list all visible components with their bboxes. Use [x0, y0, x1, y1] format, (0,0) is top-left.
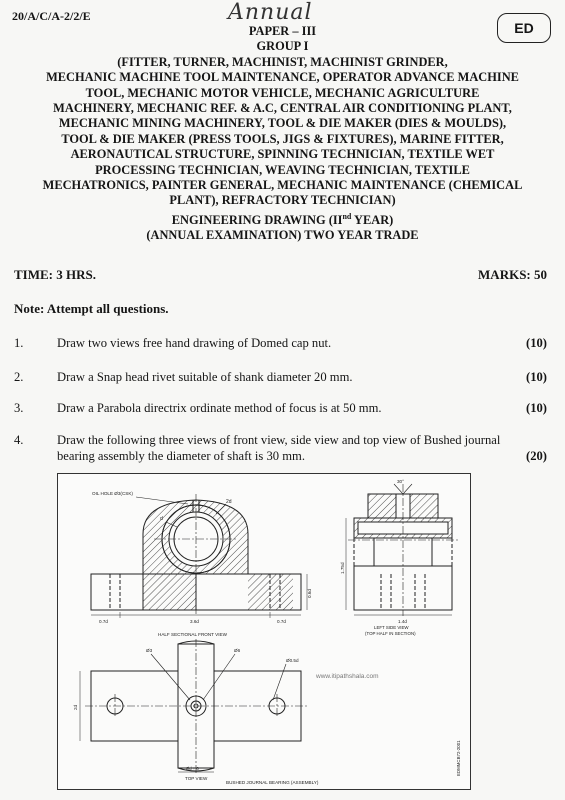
dim-label: 0.7d [99, 619, 108, 624]
subject-superscript: nd [342, 211, 352, 221]
dim-label: 2d [73, 704, 78, 710]
bearing-drawing [57, 473, 471, 790]
trade-line: MACHINERY, MECHANIC REF. & A.C, CENTRAL AIR CONDITIONING PLANT, [53, 101, 512, 116]
question-text: Draw two views free hand drawing of Domed cap nut. [57, 336, 332, 350]
question-marks: (10) [526, 336, 547, 350]
instruction-note: Note: Attempt all questions. [14, 301, 169, 316]
subject-badge: ED [497, 13, 551, 43]
dim-label: Ø0.5d [286, 658, 299, 663]
dim-label: 1.75d [340, 562, 345, 574]
side-view-caption: (TOP HALF IN SECTION) [365, 631, 416, 636]
question-number: 4. [14, 433, 24, 447]
trade-line: MECHANIC MINING MACHINERY, TOOL & DIE MAKER (DIES & MOULDS), [58, 116, 507, 131]
dim-label: 3.6d [190, 619, 199, 624]
paper-code: 20/A/C/A-2/2/E [12, 9, 91, 23]
trade-line: MECHATRONICS, PAINTER GENERAL, MECHANIC MAINTENANCE (CHEMICAL [42, 178, 523, 193]
question-text: Draw a Parabola directrix ordinate method of focus is at 50 mm. [57, 401, 382, 415]
trade-line: AERONAUTICAL STRUCTURE, SPINNING TECHNICIAN, TEXTILE WET [70, 147, 495, 162]
trade-line: TOOL & DIE MAKER (PRESS TOOLS, JIGS & FIXTURES), MARINE FITTER, [61, 131, 504, 146]
question-number: 3. [14, 401, 24, 415]
trade-line: PLANT), REFRACTORY TECHNICIAN) [169, 193, 396, 208]
question-number: 1. [14, 336, 24, 350]
exam-header [0, 24, 565, 244]
exam-time: TIME: 3 HRS. [14, 267, 96, 282]
subject-text: ENGINEERING DRAWING (II [171, 213, 343, 227]
oil-hole-label: OIL HOLE Ø3(CSK) [92, 491, 133, 496]
dim-label: 0.6d [307, 589, 312, 598]
subject-text-end: YEAR) [351, 213, 394, 227]
trade-line: TOOL, MECHANIC MOTOR VEHICLE, MECHANIC AGRICULTURE [85, 85, 480, 100]
front-view-caption: HALF SECTIONAL FRONT VIEW [158, 632, 227, 637]
trade-line: (FITTER, TURNER, MACHINIST, MACHINIST GRINDER, [117, 54, 448, 69]
handwritten-annotation: Annual [228, 0, 313, 25]
dim-label: 30° [397, 479, 404, 484]
paper-number: PAPER – III [248, 24, 317, 38]
top-view [80, 639, 307, 774]
top-view-caption: TOP VIEW [185, 776, 208, 781]
question-number: 2. [14, 370, 24, 384]
assembly-caption: BUSHED JOURNAL BEARING (ASSEMBLY) [226, 780, 319, 785]
front-view [91, 494, 307, 618]
dim-label: Ø3 [146, 648, 153, 653]
exam-type: (ANNUAL EXAMINATION) TWO YEAR TRADE [146, 228, 419, 243]
question-marks: (20) [526, 449, 547, 463]
dim-label: d [160, 516, 163, 522]
dim-label: 0.7d [277, 619, 286, 624]
subject-title [0, 209, 565, 229]
bearing-drawing-svg [58, 474, 470, 789]
side-view-caption: LEFT SIDE VIEW [374, 625, 409, 630]
dim-label: 1.4d [398, 619, 407, 624]
question-marks: (10) [526, 370, 547, 384]
dim-label: Ø6 [234, 648, 241, 653]
question-marks: (10) [526, 401, 547, 415]
drawing-code: EDMMCB72-2001 [456, 740, 461, 776]
question-text: Draw the following three views of front view, side view and top view of Bushed journal bearing assembly the diameter of shaft is 30 mm. [57, 433, 501, 463]
question-text: Draw a Snap head rivet suitable of shank diameter 20 mm. [57, 370, 353, 384]
group-label: GROUP I [256, 39, 309, 54]
dim-label: Ød + 6 [186, 766, 199, 771]
side-view [346, 484, 458, 616]
watermark: www.itipathshala.com [316, 673, 379, 680]
trade-line: MECHANIC MACHINE TOOL MAINTENANCE, OPERATOR ADVANCE MACHINE [46, 70, 519, 85]
exam-marks: MARKS: 50 [478, 267, 547, 282]
trade-line: PROCESSING TECHNICIAN, WEAVING TECHNICIAN, TEXTILE [95, 162, 470, 177]
dim-label: 2d [226, 499, 232, 505]
